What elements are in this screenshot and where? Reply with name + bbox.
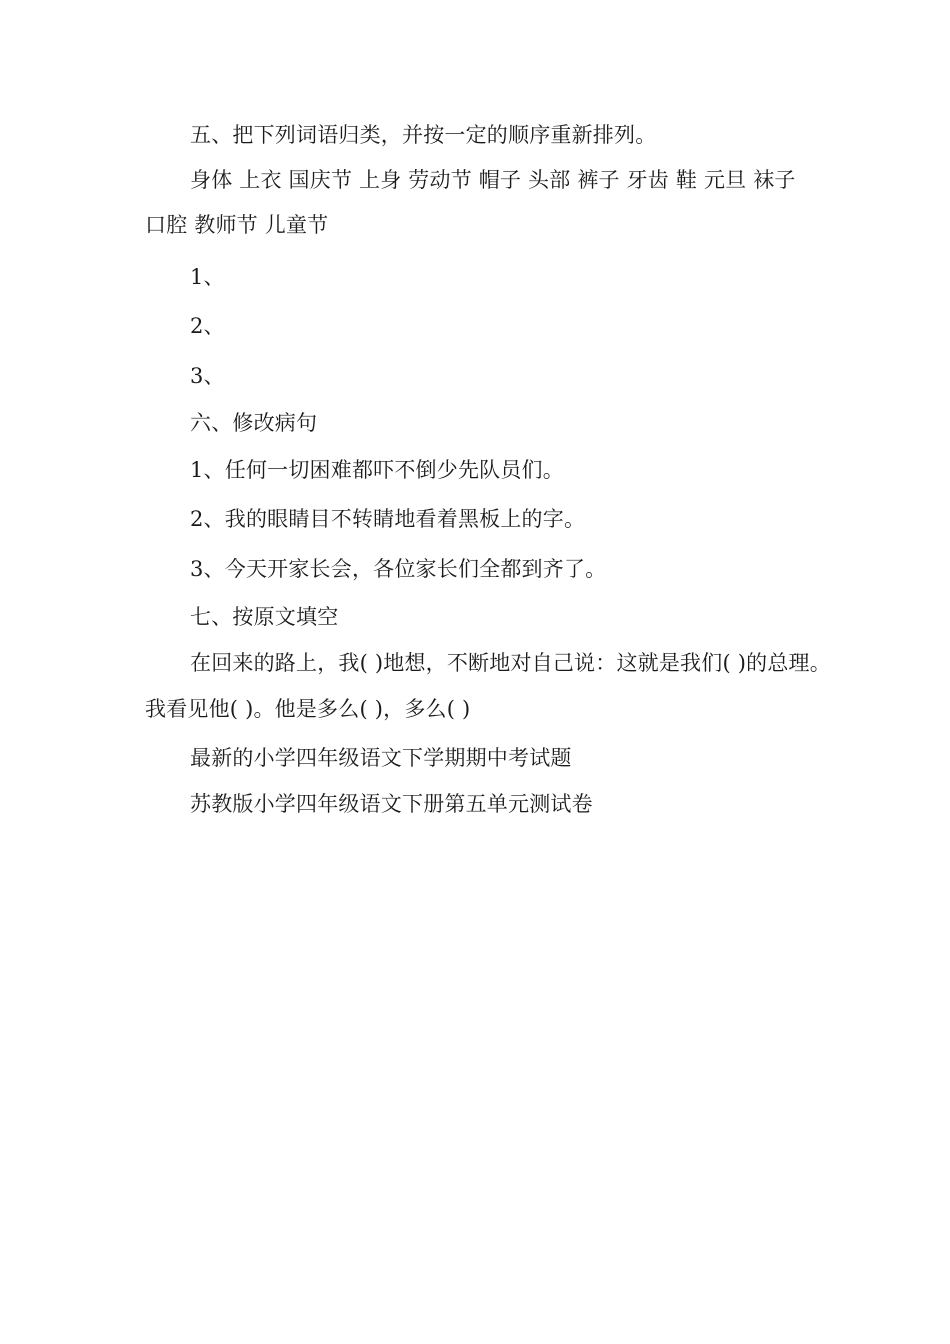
section-5-item-2: 2、 — [190, 314, 225, 338]
section-7-line-2: 我看见他( )。他是多么( )，多么( ) — [145, 697, 471, 721]
section-5-words-line-2: 口腔 教师节 儿童节 — [145, 213, 329, 237]
section-5-heading: 五、把下列词语归类，并按一定的顺序重新排列。 — [190, 123, 657, 147]
section-7-heading: 七、按原文填空 — [190, 605, 339, 629]
section-6-item-1: 1、任何一切困难都吓不倒少先队员们。 — [190, 458, 564, 482]
related-link-1[interactable]: 最新的小学四年级语文下学期期中考试题 — [190, 746, 572, 770]
section-5-words-line-1: 身体 上衣 国庆节 上身 劳动节 帽子 头部 裤子 牙齿 鞋 元旦 袜子 — [190, 168, 796, 192]
section-6-item-2: 2、我的眼睛目不转睛地看着黑板上的字。 — [190, 507, 586, 531]
related-link-2[interactable]: 苏教版小学四年级语文下册第五单元测试卷 — [190, 792, 593, 816]
section-7-line-1: 在回来的路上，我( )地想，不断地对自己说：这就是我们( )的总理。 — [190, 651, 831, 675]
section-6-heading: 六、修改病句 — [190, 411, 318, 435]
section-5-item-1: 1、 — [190, 265, 225, 289]
section-5-item-3: 3、 — [190, 364, 225, 388]
section-6-item-3: 3、今天开家长会，各位家长们全都到齐了。 — [190, 557, 607, 581]
